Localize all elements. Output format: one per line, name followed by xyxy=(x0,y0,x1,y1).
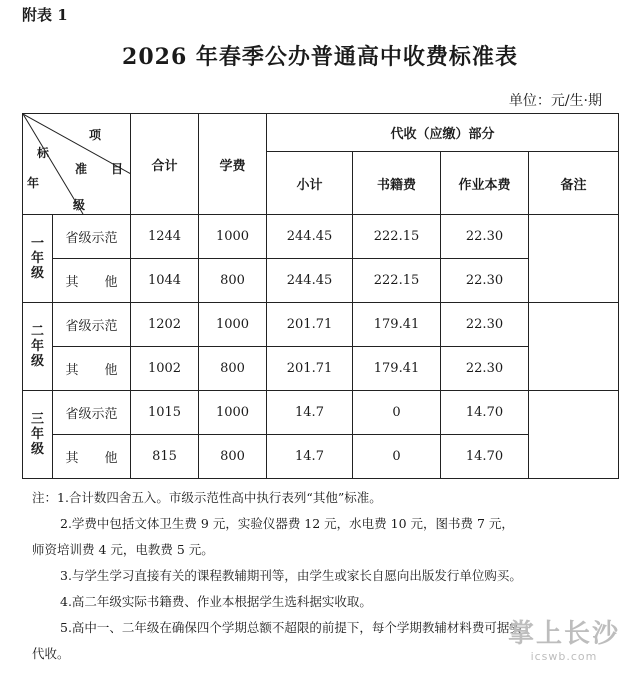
cell-subtotal: 201.71 xyxy=(267,303,353,347)
cell-tuition: 1000 xyxy=(199,391,267,435)
watermark-brand: 掌上长沙 xyxy=(507,619,620,649)
school-type: 省级示范 xyxy=(53,303,131,347)
cell-remark xyxy=(529,391,619,479)
school-type: 其 他 xyxy=(53,259,131,303)
cell-tuition: 800 xyxy=(199,435,267,479)
cell-tuition: 1000 xyxy=(199,303,267,347)
header-remark: 备注 xyxy=(529,152,619,215)
cell-subtotal: 201.71 xyxy=(267,347,353,391)
cell-tuition: 800 xyxy=(199,347,267,391)
header-workbooks: 作业本费 xyxy=(441,152,529,215)
note-line: 5.高中一、二年级在确保四个学期总额不超限的前提下，每个学期教辅材料费可据实 xyxy=(60,620,522,635)
cell-total: 1015 xyxy=(131,391,199,435)
school-type: 其 他 xyxy=(53,347,131,391)
cell-total: 1044 xyxy=(131,259,199,303)
appendix-label: 附表 1 xyxy=(22,6,68,24)
cell-subtotal: 14.7 xyxy=(267,391,353,435)
diag-nian-label: 年 xyxy=(27,176,40,190)
diag-zhun-label: 准 xyxy=(75,162,88,176)
unit-label: 单位：元/生·期 xyxy=(508,93,602,109)
cell-books: 179.41 xyxy=(353,347,441,391)
watermark xyxy=(508,613,620,663)
diagonal-header-cell xyxy=(23,114,131,215)
table-row xyxy=(23,215,619,259)
cell-books: 222.15 xyxy=(353,215,441,259)
note-line: 3.与学生学习直接有关的课程教辅期刊等，由学生或家长自愿向出版发行单位购买。 xyxy=(60,568,522,583)
cell-subtotal: 244.45 xyxy=(267,259,353,303)
cell-subtotal: 14.7 xyxy=(267,435,353,479)
cell-books: 179.41 xyxy=(353,303,441,347)
note-line: 2.学费中包括文体卫生费 9 元，实验仪器费 12 元，水电费 10 元，图书费 7 元， xyxy=(60,516,514,531)
cell-workbooks: 14.70 xyxy=(441,391,529,435)
cell-total: 1202 xyxy=(131,303,199,347)
note-line: 师资培训费 4 元，电教费 5 元。 xyxy=(32,542,214,557)
cell-workbooks: 22.30 xyxy=(441,259,529,303)
cell-workbooks: 14.70 xyxy=(441,435,529,479)
grade-2-label: 二年级 xyxy=(23,303,53,391)
grade-1-label: 一年级 xyxy=(23,215,53,303)
header-collect: 代收（应缴）部分 xyxy=(267,114,619,152)
watermark-site: icswb.com xyxy=(530,650,598,663)
cell-books: 222.15 xyxy=(353,259,441,303)
cell-total: 1244 xyxy=(131,215,199,259)
diag-ji-label: 级 xyxy=(73,198,86,212)
note-line: 注：1.合计数四舍五入。市级示范性高中执行表列“其他”标准。 xyxy=(32,490,382,505)
cell-tuition: 800 xyxy=(199,259,267,303)
cell-subtotal: 244.45 xyxy=(267,215,353,259)
cell-workbooks: 22.30 xyxy=(441,347,529,391)
cell-total: 815 xyxy=(131,435,199,479)
school-type: 省级示范 xyxy=(53,391,131,435)
cell-remark xyxy=(529,303,619,391)
cell-remark xyxy=(529,215,619,303)
table-row xyxy=(23,391,619,435)
school-type: 省级示范 xyxy=(53,215,131,259)
header-tuition: 学费 xyxy=(199,114,267,215)
note-line: 代收。 xyxy=(32,646,70,661)
cell-workbooks: 22.30 xyxy=(441,303,529,347)
cell-workbooks: 22.30 xyxy=(441,215,529,259)
grade-3-label: 三年级 xyxy=(23,391,53,479)
diag-biao-label: 标 xyxy=(37,146,50,160)
header-books: 书籍费 xyxy=(353,152,441,215)
school-type: 其 他 xyxy=(53,435,131,479)
cell-books: 0 xyxy=(353,435,441,479)
header-total: 合计 xyxy=(131,114,199,215)
note-line: 4.高二年级实际书籍费、作业本根据学生选科据实收取。 xyxy=(60,594,372,609)
cell-tuition: 1000 xyxy=(199,215,267,259)
header-subtotal: 小计 xyxy=(267,152,353,215)
page-title: 2026 年春季公办普通高中收费标准表 xyxy=(122,44,518,70)
diag-mu-label: 目 xyxy=(111,162,124,176)
diag-item-label: 项 xyxy=(89,128,102,142)
table-row xyxy=(23,303,619,347)
cell-books: 0 xyxy=(353,391,441,435)
fee-table xyxy=(22,113,619,479)
cell-total: 1002 xyxy=(131,347,199,391)
